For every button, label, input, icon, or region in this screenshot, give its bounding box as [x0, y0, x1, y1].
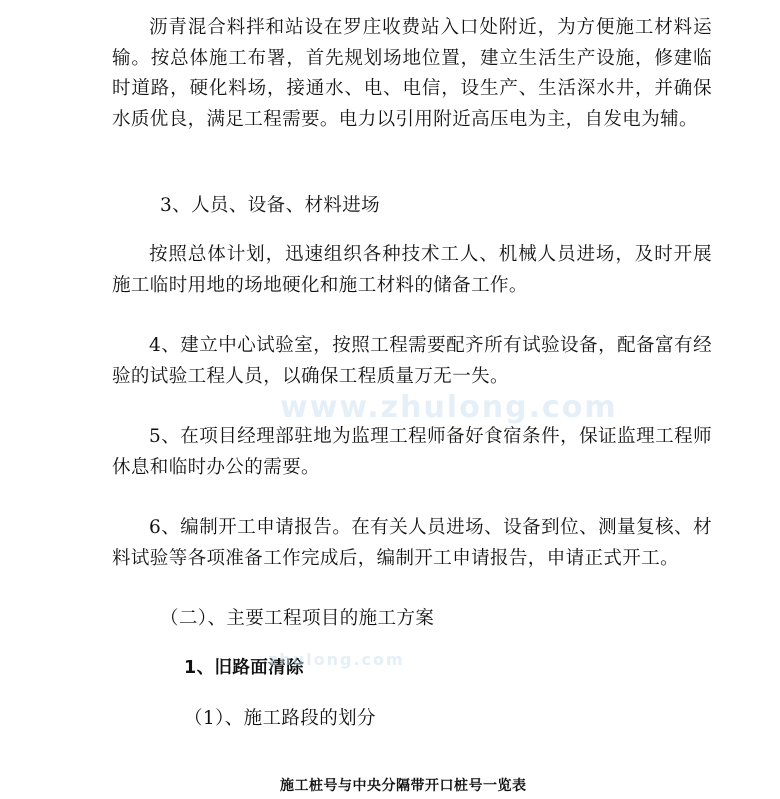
- heading-old-pavement-removal: 1、旧路面清除: [184, 658, 304, 678]
- paragraph-start-application: 6、编制开工申请报告。在有关人员进场、设备到位、测量复核、材料试验等各项准备工作完成后，编制开工申请报告，申请正式开工。: [112, 517, 712, 569]
- table-caption: 施工桩号与中央分隔带开口桩号一览表: [280, 778, 527, 794]
- paragraph-personnel-entry: 按照总体计划，迅速组织各种技术工人、机械人员进场，及时开展施工临时用地的场地硬化和施工材料的储备工作。: [112, 244, 712, 296]
- heading-section-division: （1）、施工路段的划分: [184, 708, 376, 729]
- paragraph-test-lab: 4、建立中心试验室，按照工程需要配齐所有试验设备，配备富有经验的试验工程人员，以确保工程质量万无一失。: [112, 335, 712, 387]
- paragraph-supervisor-lodging: 5、在项目经理部驻地为监理工程师备好食宿条件，保证监理工程师休息和临时办公的需要。: [112, 426, 712, 478]
- heading-personnel-equipment: 3、人员、设备、材料进场: [160, 195, 381, 216]
- paragraph-asphalt-station: 沥青混合料拌和站设在罗庄收费站入口处附近，为方便施工材料运输。按总体施工布署，首先规划场地位置，建立生活生产设施，修建临时道路，硬化料场，接通水、电、电信，设生产、生活深水井，并确保水质优良，满足工程需要。电力以引用附近高压电为主，自发电为辅。: [112, 17, 712, 130]
- watermark-secondary: zhulong.com: [268, 650, 405, 669]
- watermark-main: www.zhulong.com: [280, 390, 618, 425]
- section-heading-construction-plan: （二）、主要工程项目的施工方案: [160, 608, 435, 629]
